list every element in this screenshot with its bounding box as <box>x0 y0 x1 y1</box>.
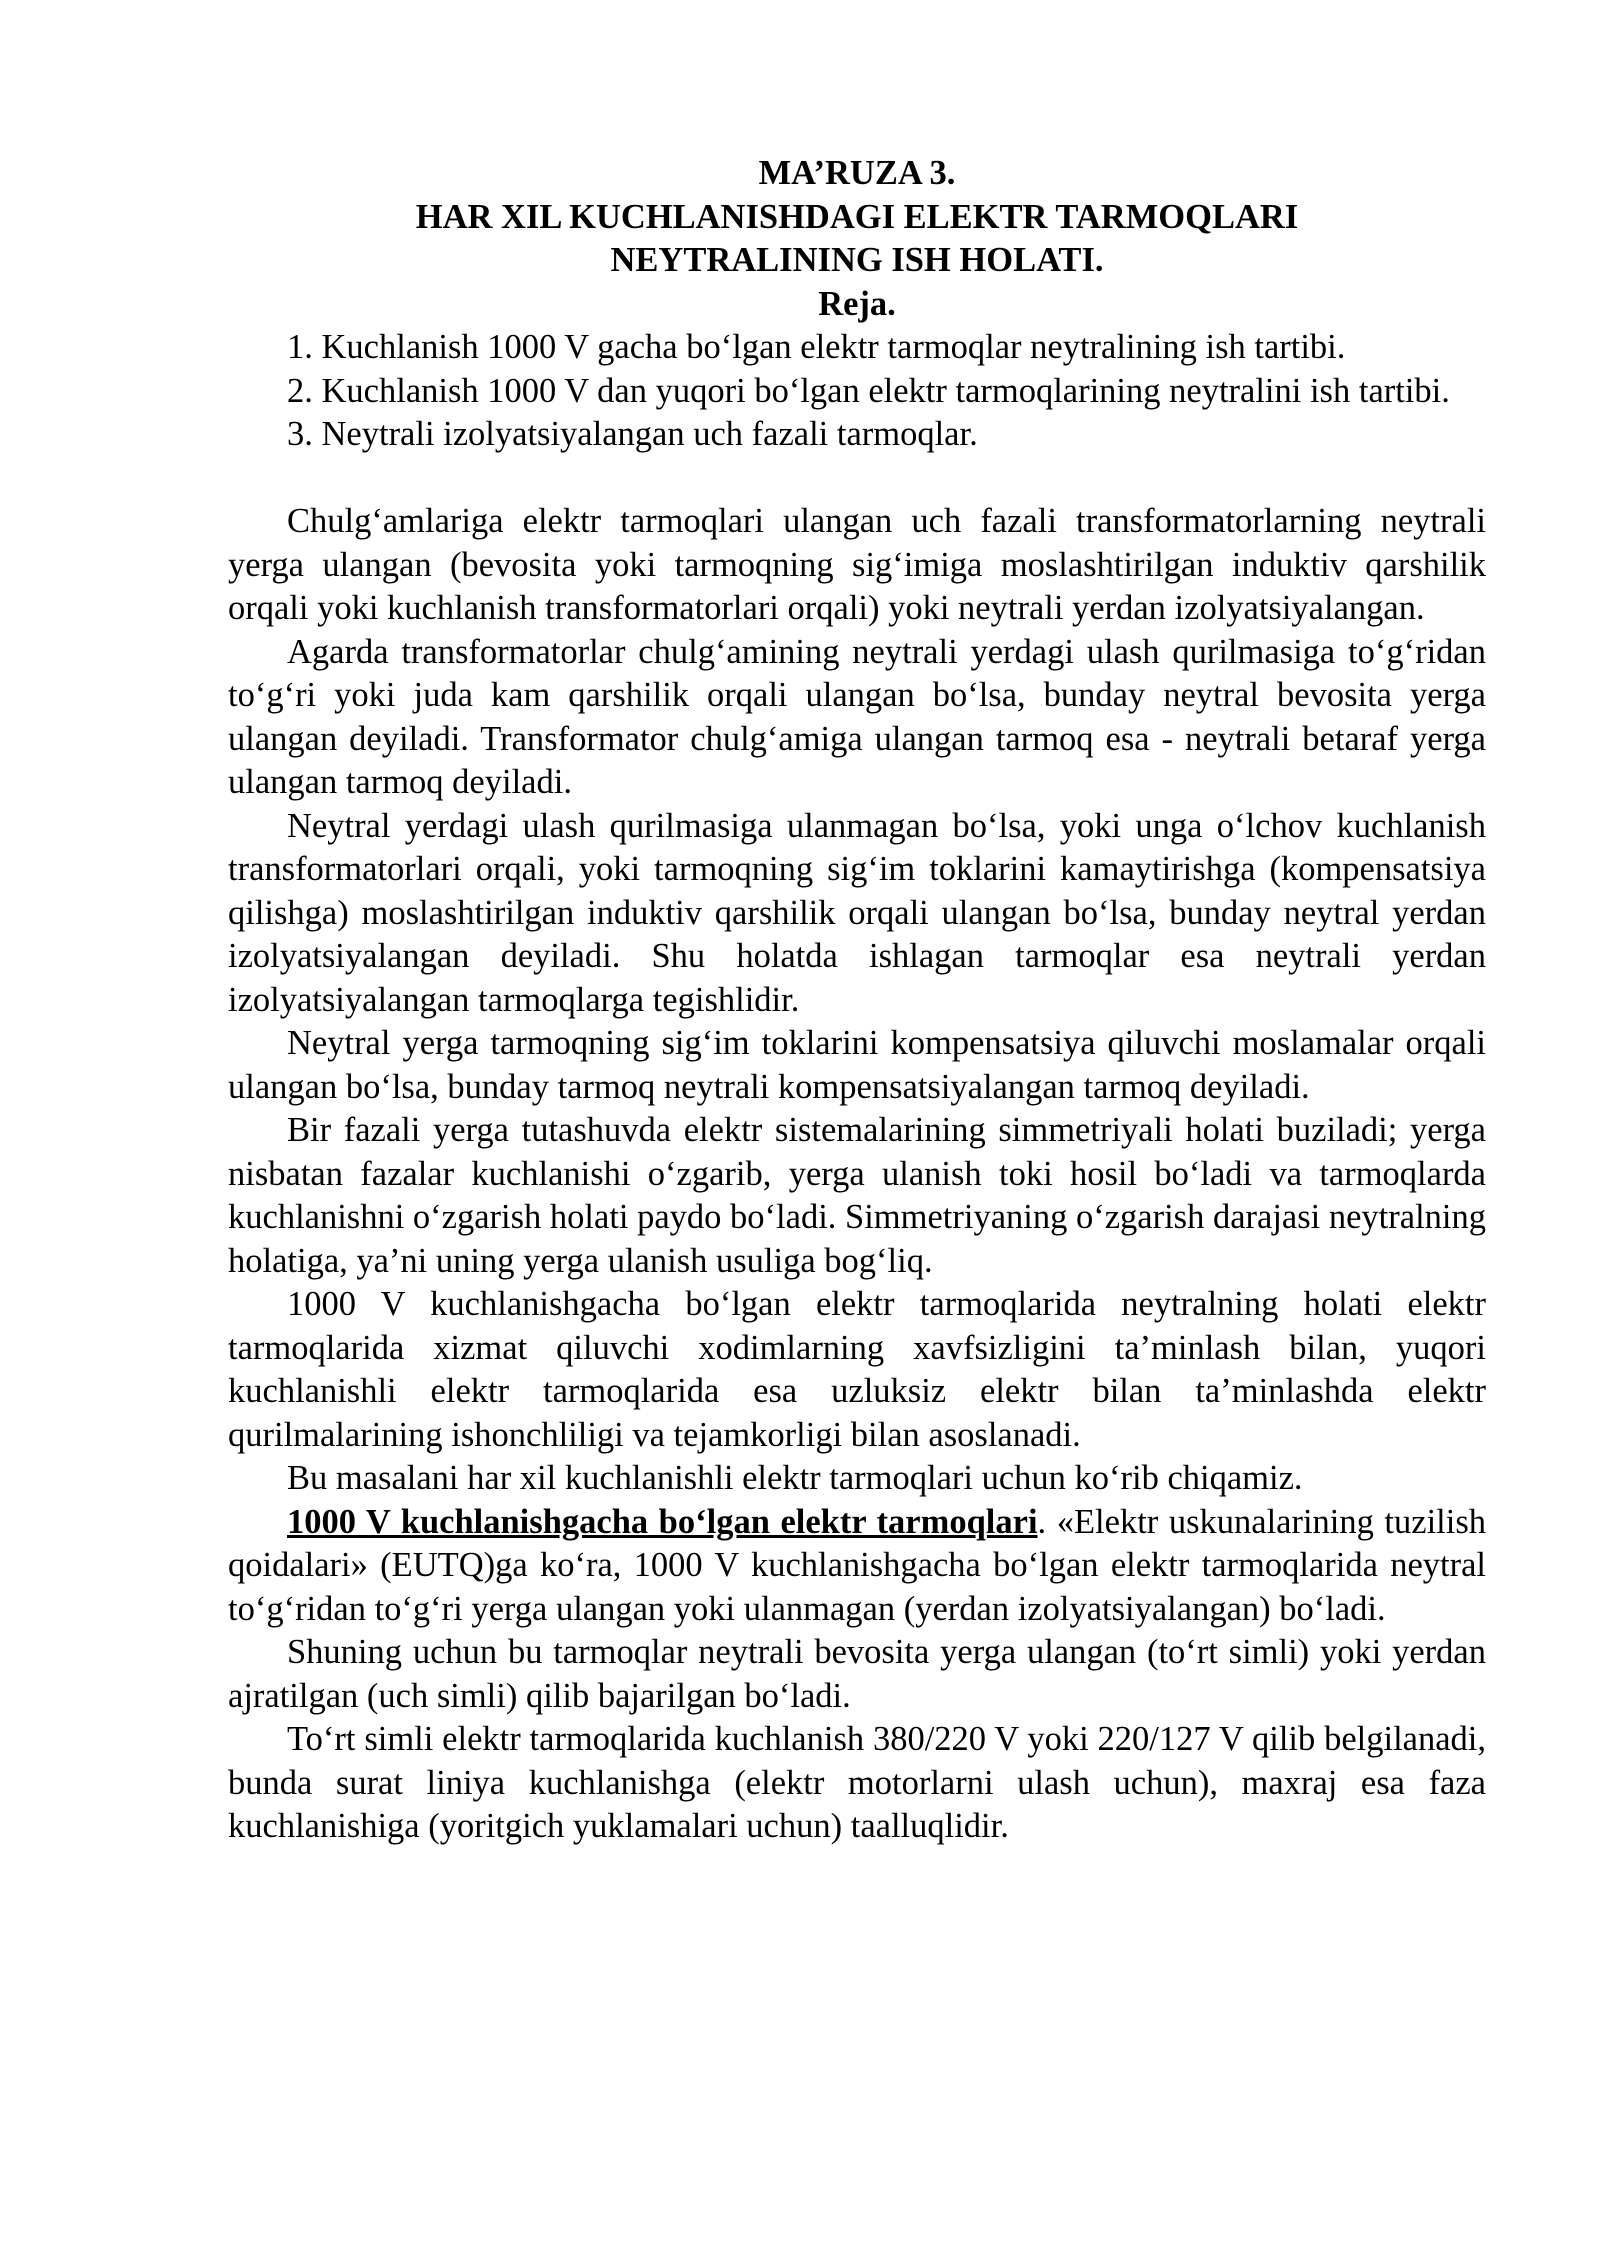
paragraph-4: Neytral yerga tarmoqning sig‘im toklarini kompensatsiya qiluvchi moslamalar orqali ulangan bo‘lsa, bunday tarmoq neytrali kompensatsiyalangan tarmoq deyiladi. <box>228 1024 1486 1106</box>
paragraph-5: Bir fazali yerga tutashuvda elektr sistemalarining simmetriyali holati buziladi; yerga nisbatan fazalar kuchlanishi o‘zgarib, yerga ulanish toki hosil bo‘ladi va tarmoqlarda kuchlanishni o‘zgarish holati paydo bo‘ladi. Simmetriyaning o‘zgarish darajasi neytralning holatiga, ya’ni uning yerga ulanish usuliga bog‘liq. <box>228 1111 1486 1280</box>
plan-item-2: 2. Kuchlanish 1000 V dan yuqori bo‘lgan elektr tarmoqlarining neytralini ish tartibi. <box>287 371 1450 410</box>
paragraph-9: To‘rt simli elektr tarmoqlarida kuchlanish 380/220 V yoki 220/127 V qilib belgilanadi, bunda surat liniya kuchlanishga (elektr motorlarni ulash uchun), maxraj esa faza kuchlanishiga (yoritgich yuklamalari uchun) taalluqlidir. <box>228 1720 1486 1845</box>
section-paragraph <box>228 1501 1486 1632</box>
lecture-number: MA’RUZA 3. <box>758 154 956 192</box>
paragraph-2: Agarda transformatorlar chulg‘amining neytrali yerdagi ulash qurilmasiga to‘g‘ridan to‘g‘ri yoki juda kam qarshilik orqali ulangan bo‘lsa, bunday neytral bevosita yerga ulangan deyiladi. Transformator chulg‘amiga ulangan tarmoq esa - neytrali betaraf yerga ulangan tarmoq deyiladi. <box>228 632 1486 801</box>
paragraph-8: Shuning uchun bu tarmoqlar neytrali bevosita yerga ulangan (to‘rt simli) yoki yerdan ajratilgan (uch simli) qilib bajarilgan bo‘ladi. <box>228 1633 1486 1715</box>
section-heading-punct: . <box>1037 1502 1047 1541</box>
paragraph-6: 1000 V kuchlanishgacha bo‘lgan elektr tarmoqlarida neytralning holati elektr tarmoqlarida xizmat qiluvchi xodimlarning xavfsizligini ta’minlash bilan, yuqori kuchlanishli elektr tarmoqlarida esa uzluksiz elektr bilan ta’minlashda elektr qurilmalarining ishonchliligi va tejamkorligi bilan asoslanadi. <box>228 1285 1486 1454</box>
lecture-title-line-1: HAR XIL KUCHLANISHDAGI ELEKTR TARMOQLARI <box>415 197 1299 236</box>
plan-label: Reja. <box>818 284 896 323</box>
plan-item-3: 3. Neytrali izolyatsiyalangan uch fazali tarmoqlar. <box>287 415 978 453</box>
paragraph-7: Bu masalani har xil kuchlanishli elektr tarmoqlari uchun ko‘rib chiqamiz. <box>287 1459 1303 1497</box>
lecture-title-line-2: NEYTRALINING ISH HOLATI. <box>610 241 1104 279</box>
section-heading: 1000 V kuchlanishgacha bo‘lgan elektr tarmoqlari <box>287 1502 1038 1541</box>
section-text: «Elektr uskunalarining tuzilish qoidalari» (EUTQ)ga ko‘ra, 1000 V kuchlanishgacha bo‘lgan elektr tarmoqlarida neytral to‘g‘ridan to‘g‘ri yerga ulangan yoki ulanmagan (yerdan izolyatsiyalangan) bo‘ladi. <box>228 1502 1487 1628</box>
blank-line <box>228 457 1486 501</box>
document-page <box>228 152 1486 1849</box>
paragraph-1: Chulg‘amlariga elektr tarmoqlari ulangan uch fazali transformatorlarning neytrali yerga ulangan (bevosita yoki tarmoqning sig‘imiga moslashtirilgan induktiv qarshilik orqali yoki kuchlanish transformatorlari orqali) yoki neytrali yerdan izolyatsiyalangan. <box>228 502 1486 627</box>
paragraph-3: Neytral yerdagi ulash qurilmasiga ulanmagan bo‘lsa, yoki unga o‘lchov kuchlanish transformatorlari orqali, yoki tarmoqning sig‘im toklarini kamaytirishga (kompensatsiya qilishga) moslashtirilgan induktiv qarshilik orqali ulangan bo‘lsa, bunday neytral yerdan izolyatsiyalangan deyiladi. Shu holatda ishlagan tarmoqlar esa neytrali yerdan izolyatsiyalangan tarmoqlarga tegishlidir. <box>228 806 1486 1019</box>
plan-item-1: 1. Kuchlanish 1000 V gacha bo‘lgan elektr tarmoqlar neytralining ish tartibi. <box>287 328 1346 366</box>
